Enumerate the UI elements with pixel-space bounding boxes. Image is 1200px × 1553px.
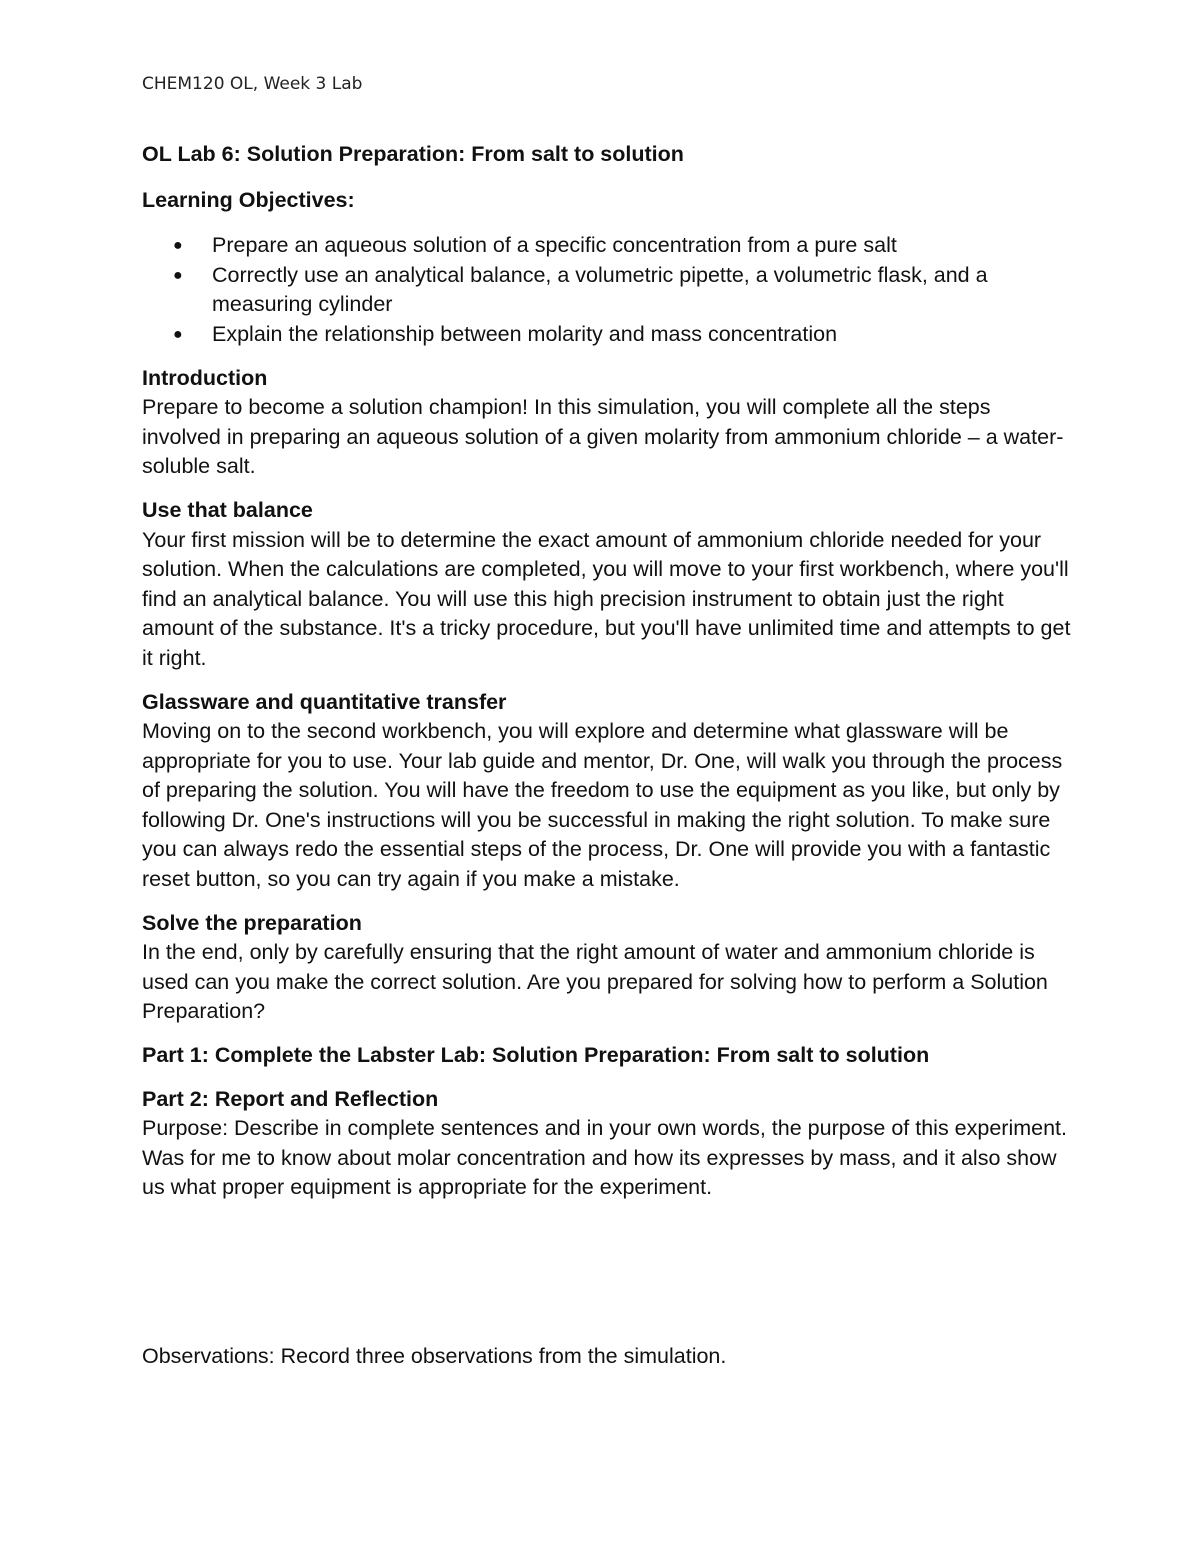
list-item xyxy=(142,320,1072,350)
section-heading: Solve the preparation xyxy=(142,910,362,935)
balance-section xyxy=(142,496,1072,674)
section-heading: Glassware and quantitative transfer xyxy=(142,689,507,714)
objective-text: Correctly use an analytical balance, a volumetric pipette, a volumetric flask, and a measuring cylinder xyxy=(212,262,988,317)
objective-text: Prepare an aqueous solution of a specific concentration from a pure salt xyxy=(212,233,897,258)
solve-section xyxy=(142,909,1072,1027)
part1-heading: Part 1: Complete the Labster Lab: Solution Preparation: From salt to solution xyxy=(142,1043,930,1068)
purpose-text: Purpose: Describe in complete sentences and in your own words, the purpose of this experiment. Was for me to know about molar concentration and how its expresses by mass, and it also show us what proper equipment is appropriate for the experiment. xyxy=(142,1116,1067,1200)
bullet-icon: ● xyxy=(173,237,183,255)
document-title: OL Lab 6: Solution Preparation: From salt to solution xyxy=(142,142,684,166)
bullet-icon: ● xyxy=(173,266,183,284)
document-body xyxy=(142,140,1072,1203)
list-item xyxy=(142,231,1072,261)
running-header: CHEM120 OL, Week 3 Lab xyxy=(142,74,363,94)
observations-text: Observations: Record three observations from the simulation. xyxy=(142,1344,727,1368)
section-heading: Use that balance xyxy=(142,497,313,522)
section-body: In the end, only by carefully ensuring that the right amount of water and ammonium chloride is used can you make the correct solution. Are you prepared for solving how to perform a Solution Preparation? xyxy=(142,940,1048,1024)
list-item xyxy=(142,261,1072,320)
glassware-section xyxy=(142,688,1072,895)
bullet-icon: ● xyxy=(173,325,183,343)
part2-heading: Part 2: Report and Reflection xyxy=(142,1086,439,1111)
section-body: Moving on to the second workbench, you will explore and determine what glassware will be appropriate for you to use. Your lab guide and mentor, Dr. One, will walk you through the process of preparing the solution. You will have the freedom to use the equipment as you like, but only by following Dr. One's instructions will you be successful in making the right solution. To make sure you can always redo the essential steps of the process, Dr. One will provide you with a fantastic reset button, so you can try again if you make a mistake. xyxy=(142,719,1063,892)
learning-objectives-heading: Learning Objectives: xyxy=(142,187,355,212)
section-body: Prepare to become a solution champion! In this simulation, you will complete all the steps involved in preparing an aqueous solution of a given molarity from ammonium chloride – a water-soluble salt. xyxy=(142,395,1064,479)
introduction-section xyxy=(142,364,1072,482)
learning-objectives-list xyxy=(142,231,1072,349)
objective-text: Explain the relationship between molarity and mass concentration xyxy=(212,321,838,346)
section-heading: Introduction xyxy=(142,365,268,390)
section-body: Your first mission will be to determine the exact amount of ammonium chloride needed for your solution. When the calculations are completed, you will move to your first workbench, where you'll find an analytical balance. You will use this high precision instrument to obtain just the right amount of the substance. It's a tricky procedure, but you'll have unlimited time and attempts to get it right. xyxy=(142,527,1071,670)
